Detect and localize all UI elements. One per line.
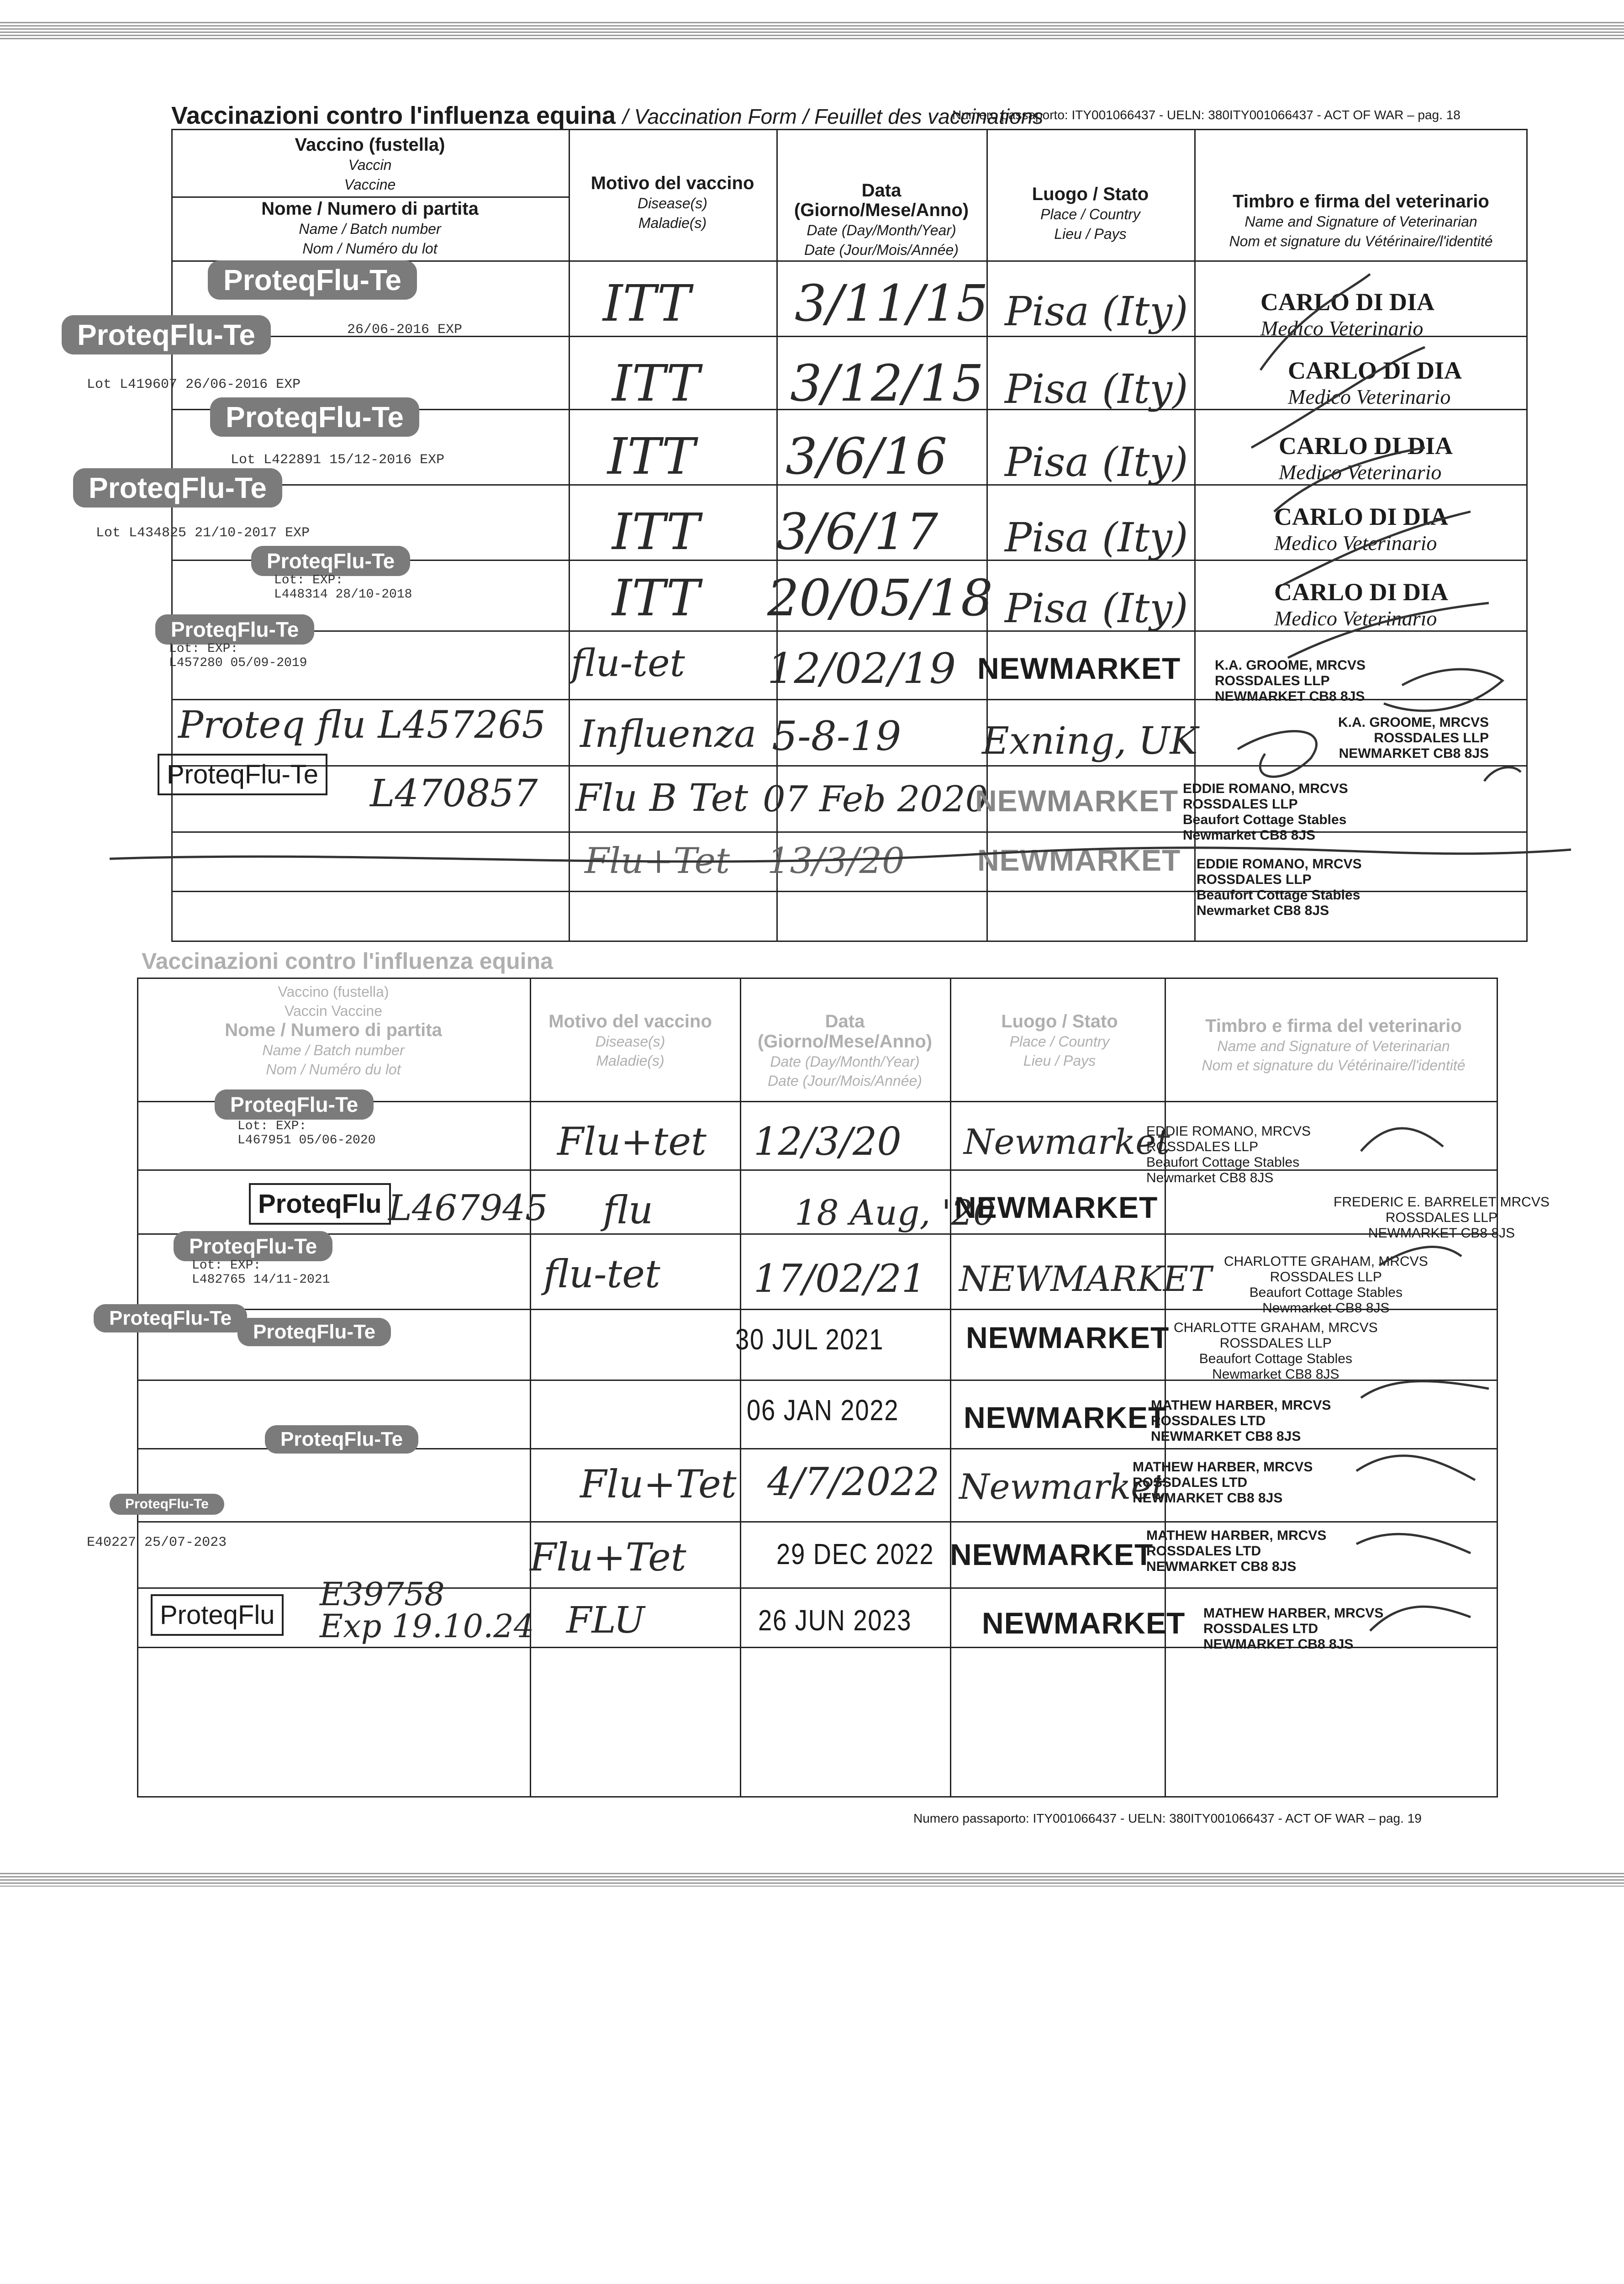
vet-stamp: CHARLOTTE GRAHAM, MRCVS ROSSDALES LLP Beaufort Cottage Stables Newmarket CB8 8JS [1224, 1254, 1428, 1316]
motive-cell: flu-tet [543, 1252, 660, 1296]
motive-cell: ITT [612, 354, 700, 412]
motive-cell: Flu+Tet [580, 1462, 737, 1507]
col-divider [569, 129, 570, 942]
sticker-batch-lot: Lot: EXP: L457280 05/09-2019 [169, 642, 307, 670]
sticker-batch-lot: Lot L434825 21/10-2017 EXP [96, 525, 310, 541]
col-place-header: Luogo / Stato Place / Country Lieu / Pays [1032, 184, 1149, 242]
vaccine-name-stamp: ProteqFlu [151, 1594, 284, 1636]
vet-stamp: MATHEW HARBER, MRCVS ROSSDALES LTD NEWMARKET CB8 8JS [1151, 1398, 1331, 1444]
place-stamp: NEWMARKET [977, 651, 1181, 685]
vet-stamp: CHARLOTTE GRAHAM, MRCVS ROSSDALES LLP Beaufort Cottage Stables Newmarket CB8 8JS [1174, 1320, 1378, 1382]
vet-stamp: MATHEW HARBER, MRCVS ROSSDALES LTD NEWMARKET CB8 8JS [1146, 1528, 1327, 1574]
vet-stamp: EDDIE ROMANO, MRCVS ROSSDALES LLP Beaufort Cottage Stables Newmarket CB8 8JS [1197, 856, 1362, 918]
vet-stamp: EDDIE ROMANO, MRCVS ROSSDALES LLP Beaufort Cottage Stables Newmarket CB8 8JS [1183, 781, 1348, 843]
vaccine-sticker: ProteqFlu-Te [73, 468, 282, 508]
vaccine-name-stamp: ProteqFlu-Te [158, 754, 327, 795]
place-cell: Exning, UK [982, 719, 1198, 763]
col-divider [986, 129, 988, 942]
place-stamp: NEWMARKET [966, 1321, 1170, 1354]
vet-stamp: K.A. GROOME, MRCVS ROSSDALES LLP NEWMARKET CB8 8JS [1215, 658, 1366, 704]
date-cell: 17/02/21 [754, 1256, 926, 1301]
vaccine-name-stamp: ProteqFlu [249, 1183, 391, 1225]
motive-cell: FLU [566, 1599, 645, 1641]
motive-cell: ITT [612, 502, 700, 561]
place-stamp: NEWMARKET [982, 1606, 1186, 1640]
col-date-header: Data (Giorno/Mese/Anno) Date (Day/Month/Year) Date (Jour/Mois/Année) [794, 180, 969, 258]
scan-border-bottom [0, 1873, 1624, 1887]
vaccine-sticker: ProteqFlu-Te [110, 1494, 224, 1515]
motive-cell: ITT [612, 569, 700, 627]
place-stamp-crossed: NEWMARKET [977, 843, 1181, 877]
motive-cell: ITT [607, 427, 696, 486]
vet-stamp: EDDIE ROMANO, MRCVS ROSSDALES LLP Beaufort Cottage Stables Newmarket CB8 8JS [1146, 1124, 1311, 1185]
vaccine-sticker: ProteqFlu-Te [62, 315, 271, 354]
vaccine-sticker: ProteqFlu-Te [94, 1304, 247, 1332]
faded-col-date: Data (Giorno/Mese/Anno) Date (Day/Month/Year) Date (Jour/Mois/Année) [757, 1011, 933, 1089]
date-cell: 18 Aug, '20 [795, 1192, 996, 1233]
faded-col-place: Luogo / Stato Place / Country Lieu / Pays [1001, 1011, 1118, 1069]
motive-cell: Flu+tet [557, 1119, 707, 1164]
vaccine-cell: L470857 [370, 772, 538, 815]
form-title: Vaccinazioni contro l'influenza equina / Vaccination Form / Feuillet des vaccinations [171, 102, 1044, 129]
vet-stamp: CARLO DI DIA Medico Veterinario [1274, 503, 1449, 555]
motive-cell: Influenza [580, 713, 757, 756]
vet-stamp: K.A. GROOME, MRCVS ROSSDALES LLP NEWMARKET CB8 8JS [1338, 715, 1489, 761]
vaccine-sticker: ProteqFlu-Te [237, 1318, 391, 1346]
signature-scribble [1229, 649, 1525, 822]
vaccine-sticker: ProteqFlu-Te [208, 260, 417, 300]
sticker-batch-lot: Lot L422891 15/12-2016 EXP [231, 452, 445, 468]
date-stamp: 30 JUL 2021 [735, 1323, 884, 1356]
signature-scribble [1352, 1105, 1503, 1644]
place-cell: Newmarket [959, 1466, 1165, 1507]
motive-cell: flu-tet [571, 642, 685, 685]
sticker-batch-expiry: 26/06-2016 EXP [347, 322, 463, 338]
vaccine-cell: Proteq flu L457265 [178, 703, 546, 747]
vaccine-sticker: ProteqFlu-Te [174, 1231, 332, 1261]
date-cell: 12/3/20 [754, 1119, 902, 1164]
date-cell: 20/05/18 [767, 569, 993, 627]
place-stamp: NEWMARKET [964, 1401, 1167, 1434]
place-cell: Pisa (Ity) [1005, 585, 1188, 632]
place-cell: Pisa (Ity) [1005, 514, 1188, 561]
vaccine-cell: L467945 [388, 1188, 548, 1229]
motive-cell: Flu+Tet [530, 1535, 686, 1580]
place-stamp: NEWMARKET [954, 1190, 1158, 1224]
date-cell: 12/02/19 [767, 644, 956, 693]
date-cell: 3/11/15 [795, 274, 989, 333]
vet-stamp: MATHEW HARBER, MRCVS ROSSDALES LTD NEWMARKET CB8 8JS [1133, 1459, 1313, 1506]
col-vaccine-header: Vaccino (fustella) Vaccin Vaccine [295, 135, 445, 193]
sticker-batch-lot: Lot L419607 26/06-2016 EXP [87, 377, 301, 392]
vet-stamp: CARLO DI DIA Medico Veterinario [1288, 357, 1462, 408]
vaccine-sticker: ProteqFlu-Te [210, 397, 419, 437]
date-stamp: 06 JAN 2022 [747, 1394, 899, 1427]
sticker-batch-lot: Lot: EXP: L482765 14/11-2021 [192, 1258, 330, 1287]
vaccine-sticker: ProteqFlu-Te [155, 614, 314, 645]
place-cell: NEWMARKET [959, 1258, 1212, 1299]
header-split [171, 196, 569, 198]
sticker-batch-lot: E40227 25/07-2023 [87, 1535, 227, 1550]
sticker-batch-lot: Lot: EXP: L448314 28/10-2018 [274, 573, 412, 602]
place-stamp: NEWMARKET [950, 1538, 1154, 1571]
motive-cell: Flu B Tet [575, 777, 749, 820]
vet-stamp: FREDERIC E. BARRELET MRCVS ROSSDALES LLP NEWMARKET CB8 8JS [1334, 1195, 1550, 1241]
motive-cell-crossed: Flu+Tet [585, 841, 730, 882]
date-cell: 3/12/15 [790, 354, 984, 412]
scan-border-top [0, 22, 1624, 40]
date-cell: 3/6/17 [776, 502, 939, 561]
vaccine-sticker: ProteqFlu-Te [265, 1425, 418, 1454]
place-cell: Pisa (Ity) [1005, 288, 1188, 335]
row-divider [137, 1233, 1498, 1235]
vaccine-cell: E39758 Exp 19.10.24 [320, 1576, 534, 1645]
vet-stamp: CARLO DI DIA Medico Veterinario [1260, 288, 1435, 340]
date-cell: 4/7/2022 [767, 1459, 940, 1504]
place-cell: Pisa (Ity) [1005, 439, 1188, 486]
form-subtitle: / Vaccination Form / Feuillet des vaccinations [622, 105, 1044, 128]
place-cell: Newmarket [964, 1121, 1170, 1162]
col-name-header: Nome / Numero di partita Name / Batch number Nom / Numéro du lot [261, 199, 479, 257]
date-cell: 3/6/16 [786, 427, 948, 486]
date-stamp: 29 DEC 2022 [776, 1538, 934, 1570]
faded-col-vet: Timbro e firma del veterinario Name and Signature of Veterinarian Nom et signature du Vétérinaire/l'identité [1202, 1016, 1466, 1073]
motive-cell: flu [603, 1188, 654, 1232]
col-vet-header: Timbro e firma del veterinario Name and Signature of Veterinarian Nom et signature du Vétérinaire/l'identité [1229, 191, 1493, 249]
vet-stamp: MATHEW HARBER, MRCVS ROSSDALES LTD NEWMARKET CB8 8JS [1203, 1606, 1384, 1652]
signature-scribble [1233, 256, 1507, 667]
date-stamp: 26 JUN 2023 [758, 1604, 912, 1637]
vaccine-sticker: ProteqFlu-Te [215, 1089, 374, 1120]
date-cell: 07 Feb 2020 [763, 779, 988, 820]
place-stamp: NEWMARKET [975, 784, 1179, 818]
passport-number-top: Numero passaporto: ITY001066437 - UELN: 380ITY001066437 - ACT OF WAR – pag. 18 [952, 108, 1461, 122]
faded-col-motive: Motivo del vaccino Disease(s) Maladie(s) [548, 1011, 712, 1069]
row-divider [137, 1521, 1498, 1523]
col-motive-header: Motivo del vaccino Disease(s) Maladie(s) [591, 173, 754, 231]
sticker-batch-lot: Lot: EXP: L467951 05/06-2020 [237, 1119, 376, 1147]
place-cell: Pisa (Ity) [1005, 365, 1188, 412]
faded-form-title: Vaccinazioni contro l'influenza equina [142, 948, 553, 974]
strike-through-line [110, 831, 1580, 886]
vaccine-sticker: ProteqFlu-Te [251, 546, 410, 576]
date-cell-crossed: 13/3/20 [767, 841, 905, 882]
faded-col-name: Vaccino (fustella) Vaccin Vaccine Nome / Numero di partita Name / Batch number Nom / Numéro du lot [225, 983, 442, 1078]
vet-stamp: CARLO DI DIA Medico Veterinario [1274, 578, 1449, 630]
passport-number-bottom: Numero passaporto: ITY001066437 - UELN: 380ITY001066437 - ACT OF WAR – pag. 19 [913, 1811, 1422, 1825]
motive-cell: ITT [603, 274, 691, 333]
date-cell: 5-8-19 [772, 713, 902, 760]
vet-stamp: CARLO DI DIA Medico Veterinario [1279, 432, 1453, 484]
